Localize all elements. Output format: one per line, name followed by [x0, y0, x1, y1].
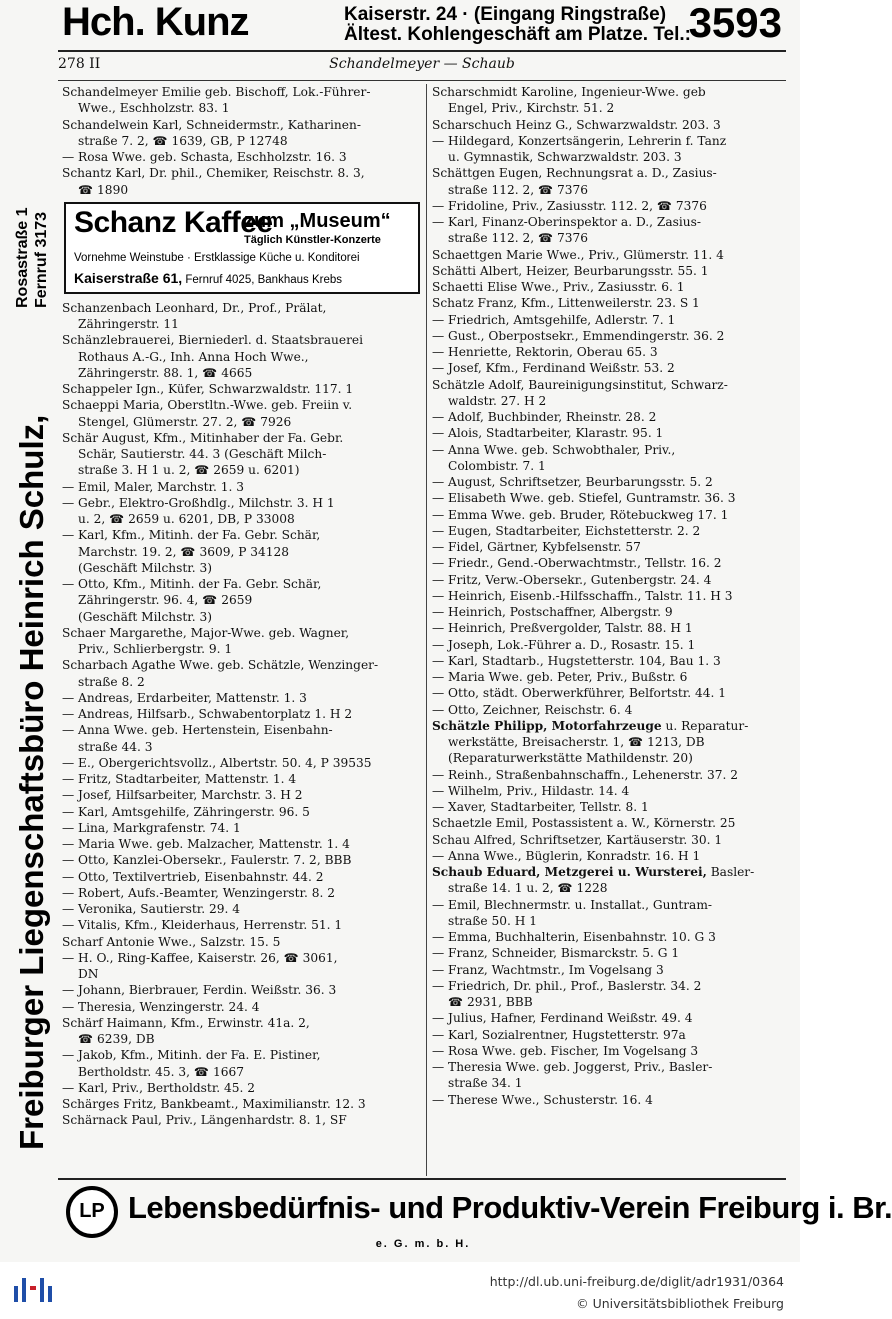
directory-entry: Schätzle Philipp, Motorfahrzeuge u. Reparatur- werkstätte, Breisacherstr. 1, ☎ 1213, DB (Reparaturwerkstätte Mathildenstr. 20)	[432, 718, 749, 766]
directory-entry: — Maria Wwe. geb. Peter, Priv., Bußstr. 6	[432, 670, 688, 684]
bottom-advertisement	[58, 1182, 892, 1264]
directory-entry: — Johann, Bierbrauer, Ferdin. Weißstr. 36. 3	[62, 983, 337, 998]
cooperative-logo-text: LP	[79, 1200, 105, 1222]
directory-entry: — Henriette, Rektorin, Oberau 65. 3	[432, 345, 658, 359]
directory-entry: — Gebr., Elektro-Großhdlg., Milchstr. 3. H 1 u. 2, ☎ 2659 u. 6201, DB, P 33008	[62, 495, 335, 526]
directory-entry: — Anna Wwe., Büglerin, Konradstr. 16. H 1	[432, 848, 701, 863]
directory-entry: Schär August, Kfm., Mitinhaber der Fa. Gebr. Schär, Sautierstr. 44. 3 (Geschäft Milch- straße 3. H 1 u. 2, ☎ 2659 u. 6201)	[62, 430, 344, 478]
directory-entry: — Gust., Oberpostsekr., Emmendingerstr. 36. 2	[432, 328, 725, 343]
cafe-ad-contact: Fernruf 4025, Bankhaus Krebs	[182, 273, 343, 286]
directory-entry: Schaub Eduard, Metzgerei u. Wursterei, Basler- straße 14. 1 u. 2, ☎ 1228	[432, 865, 755, 896]
directory-entry: — Fidel, Gärtner, Kybfelsenstr. 57	[432, 540, 641, 554]
directory-entry: — Emil, Blechnermstr. u. Installat., Guntram- straße 50. H 1	[432, 897, 712, 928]
right-entries	[432, 84, 782, 1108]
cafe-ad-description: Vornehme Weinstube · Erstklassige Küche u. Konditorei	[74, 251, 360, 264]
directory-entry: — Eugen, Stadtarbeiter, Eichstetterstr. 2. 2	[432, 523, 701, 538]
directory-entry: Schänzlebrauerei, Bierniederl. d. Staatsbrauerei Rothaus A.-G., Inh. Anna Hoch Wwe., Zähringerstr. 88. 1, ☎ 4665	[62, 333, 364, 380]
directory-entry: — Theresia, Wenzingerstr. 24. 4	[62, 999, 260, 1014]
directory-entry: — Karl, Amtsgehilfe, Zähringerstr. 96. 5	[62, 804, 310, 819]
source-url-link[interactable]: http://dl.ub.uni-freiburg.de/diglit/adr1931/0364	[489, 1274, 784, 1289]
directory-entry: Schärf Haimann, Kfm., Erwinstr. 41a. 2, ☎ 6239, DB	[62, 1015, 310, 1046]
cafe-ad-concerts: Täglich Künstler-Konzerte	[244, 233, 381, 246]
library-logo-icon	[12, 1272, 56, 1308]
directory-entry: — Josef, Hilfsarbeiter, Marchstr. 3. H 2	[62, 788, 303, 803]
directory-entry: Schärges Fritz, Bankbeamt., Maximilianstr. 12. 3	[62, 1097, 366, 1111]
directory-entry: Schärnack Paul, Priv., Längenhardstr. 8. 1, SF	[62, 1113, 347, 1128]
directory-entry: — Fritz, Verw.-Obersekr., Gutenbergstr. 24. 4	[432, 572, 712, 587]
cafe-ad-subtitle: zum „Museum“	[244, 209, 391, 232]
top-divider	[58, 50, 786, 52]
side-ad-address-wrap	[14, 88, 34, 308]
side-advertisement	[0, 80, 58, 1162]
directory-entry: Schappeler Ign., Küfer, Schwarzwaldstr. 117. 1	[62, 382, 354, 396]
directory-entry: — Julius, Hafner, Ferdinand Weißstr. 49. 4	[432, 1011, 693, 1026]
directory-entry: — Reinh., Straßenbahnschaffn., Lehenerstr. 37. 2	[432, 767, 738, 782]
directory-entry: — Otto, Zeichner, Reischstr. 6. 4	[432, 702, 633, 717]
directory-entry: — Veronika, Sautierstr. 29. 4	[62, 902, 240, 916]
directory-entry: — Robert, Aufs.-Beamter, Wenzingerstr. 8. 2	[62, 885, 336, 900]
directory-entry: Schaettgen Marie Wwe., Priv., Glümerstr. 11. 4	[432, 247, 724, 262]
directory-entry: — Friedr., Gend.-Oberwachtmstr., Tellstr. 16. 2	[432, 556, 722, 571]
directory-entry: — Heinrich, Preßvergolder, Talstr. 88. H 1	[432, 621, 693, 636]
header-divider	[58, 80, 786, 81]
directory-entry: — Anna Wwe. geb. Schwobthaler, Priv., Colombistr. 7. 1	[432, 442, 676, 473]
directory-entry: — August, Schriftsetzer, Beurbarungsstr. 5. 2	[432, 475, 713, 489]
left-column	[62, 84, 424, 1129]
directory-entry: Schantz Karl, Dr. phil., Chemiker, Reischstr. 8. 3, ☎ 1890	[62, 166, 365, 197]
directory-entry: Schätti Albert, Heizer, Beurbarungsstr. 55. 1	[432, 263, 709, 278]
cafe-ad-address	[74, 270, 342, 286]
directory-entry: — Friedrich, Amtsgehilfe, Adlerstr. 7. 1	[432, 312, 676, 327]
side-ad-phone: Fernruf 3173	[33, 211, 50, 308]
directory-entry: — Karl, Kfm., Mitinh. der Fa. Gebr. Schär, Marchstr. 19. 2, ☎ 3609, P 34128 (Geschäft Milchstr. 3)	[62, 528, 321, 575]
directory-entry: — Rosa Wwe. geb. Fischer, Im Vogelsang 3	[432, 1043, 699, 1058]
directory-entry: — Anna Wwe. geb. Hertenstein, Eisenbahn- straße 44. 3	[62, 723, 333, 754]
left-entries-top	[62, 84, 424, 198]
directory-entry: Schandelwein Karl, Schneidermstr., Katharinen- straße 7. 2, ☎ 1639, GB, P 12748	[62, 117, 361, 148]
left-entries-bottom	[62, 300, 424, 1129]
right-column	[432, 84, 782, 1108]
directory-entry: — Franz, Wachtmstr., Im Vogelsang 3	[432, 962, 664, 977]
directory-entry: — Joseph, Lok.-Führer a. D., Rosastr. 15. 1	[432, 637, 696, 652]
page-number: 278 II	[58, 56, 101, 72]
directory-entry: Scharf Antonie Wwe., Salzstr. 15. 5	[62, 934, 281, 949]
directory-entry: — Theresia Wwe. geb. Joggerst, Priv., Basler- straße 34. 1	[432, 1060, 713, 1091]
directory-entry: — Andreas, Hilfsarb., Schwabentorplatz 1. H 2	[62, 707, 353, 721]
directory-entry: — Jakob, Kfm., Mitinh. der Fa. E. Pistiner, Bertholdstr. 45. 3, ☎ 1667	[62, 1048, 321, 1079]
directory-entry: — Karl, Priv., Bertholdstr. 45. 2	[62, 1080, 256, 1095]
directory-entry: — Emma Wwe. geb. Bruder, Rötebuckweg 17. 1	[432, 507, 729, 522]
directory-entry: Schätzle Adolf, Baureinigungsinstitut, Schwarz- waldstr. 27. H 2	[432, 377, 728, 408]
top-ad-address: Kaiserstr. 24 · (Eingang Ringstraße)	[344, 4, 667, 25]
directory-entry: — Heinrich, Eisenb.-Hilfsschaffn., Talstr. 11. H 3	[432, 588, 733, 603]
directory-entry: Schatz Franz, Kfm., Littenweilerstr. 23. S 1	[432, 296, 700, 311]
directory-entry: — Fritz, Stadtarbeiter, Mattenstr. 1. 4	[62, 772, 297, 786]
directory-entry: Schaer Margarethe, Major-Wwe. geb. Wagner, Priv., Schlierbergstr. 9. 1	[62, 625, 350, 656]
cafe-ad-title: Schanz Kaffee	[74, 205, 273, 239]
directory-entry: Schaetti Elise Wwe., Priv., Zasiusstr. 6. 1	[432, 280, 685, 294]
directory-entry: — Franz, Schneider, Bismarckstr. 5. G 1	[432, 946, 680, 961]
directory-entry: — Otto, städt. Oberwerkführer, Belfortstr. 44. 1	[432, 686, 727, 701]
top-ad-phone: 3593	[688, 0, 782, 46]
directory-entry: — Friedrich, Dr. phil., Prof., Baslerstr. 34. 2 ☎ 2931, BBB	[432, 978, 702, 1009]
directory-entry: — Maria Wwe. geb. Malzacher, Mattenstr. 1. 4	[62, 837, 350, 851]
directory-entry: — Rosa Wwe. geb. Schasta, Eschholzstr. 16. 3	[62, 150, 347, 164]
directory-entry: — Fridoline, Priv., Zasiusstr. 112. 2, ☎ 7376	[432, 198, 707, 213]
directory-entry: Schandelmeyer Emilie geb. Bischoff, Lok.-Führer- Wwe., Eschholzstr. 83. 1	[62, 85, 371, 116]
page-header	[58, 56, 786, 80]
directory-entry: — Emil, Maler, Marchstr. 1. 3	[62, 479, 245, 494]
bottom-ad-title: Lebensbedürfnis- und Produktiv-Verein Freiburg i. Br.	[128, 1190, 892, 1225]
top-ad-name: Hch. Kunz	[62, 0, 249, 44]
directory-entry: — E., Obergerichtsvollz., Albertstr. 50. 4, P 39535	[62, 755, 372, 770]
directory-entry: — H. O., Ring-Kaffee, Kaiserstr. 26, ☎ 3061, DN	[62, 950, 338, 981]
side-ad-address: Rosastraße 1	[14, 207, 31, 308]
directory-entry: — Hildegard, Konzertsängerin, Lehrerin f. Tanz u. Gymnastik, Schwarzwaldstr. 203. 3	[432, 133, 727, 164]
top-advertisement	[58, 2, 788, 46]
directory-entry: — Adolf, Buchbinder, Rheinstr. 28. 2	[432, 410, 657, 424]
directory-entry: — Otto, Kanzlei-Obersekr., Faulerstr. 7. 2, BBB	[62, 853, 352, 868]
side-ad-phone-wrap	[33, 88, 53, 308]
top-ad-slogan: Ältest. Kohlengeschäft am Platze. Tel.:	[344, 24, 692, 45]
directory-entry: — Emma, Buchhalterin, Eisenbahnstr. 10. G 3	[432, 930, 716, 944]
directory-entry: — Andreas, Erdarbeiter, Mattenstr. 1. 3	[62, 690, 307, 705]
directory-entry: — Karl, Stadtarb., Hugstetterstr. 104, Bau 1. 3	[432, 653, 721, 668]
side-ad-main-text: Freiburger Liegenschaftsbüro Heinrich Schulz,	[13, 414, 50, 1150]
directory-entry: Schaeppi Maria, Oberstltn.-Wwe. geb. Freiin v. Stengel, Glümerstr. 27. 2, ☎ 7926	[62, 398, 353, 429]
bottom-divider	[58, 1178, 786, 1180]
page-title: Schandelmeyer — Schaub	[329, 56, 515, 72]
directory-entry: Schanzenbach Leonhard, Dr., Prof., Prälat, Zähringerstr. 11	[62, 300, 327, 331]
directory-entry: — Alois, Stadtarbeiter, Klarastr. 95. 1	[432, 426, 664, 441]
directory-entry: — Karl, Finanz-Oberinspektor a. D., Zasius- straße 112. 2, ☎ 7376	[432, 215, 702, 246]
cafe-ad-street: Kaiserstraße 61,	[74, 269, 183, 286]
directory-entry: Schaetzle Emil, Postassistent a. W., Körnerstr. 25	[432, 816, 736, 831]
column-divider	[426, 84, 427, 1176]
directory-entry: — Lina, Markgrafenstr. 74. 1	[62, 820, 241, 835]
directory-entry: — Otto, Textilvertrieb, Eisenbahnstr. 44. 2	[62, 869, 324, 884]
library-footer	[0, 1262, 800, 1319]
directory-entry: Scharschuch Heinz G., Schwarzwaldstr. 203. 3	[432, 117, 721, 132]
directory-entry: Scharbach Agathe Wwe. geb. Schätzle, Wenzinger- straße 8. 2	[62, 658, 379, 689]
directory-entry: — Heinrich, Postschaffner, Albergstr. 9	[432, 605, 673, 619]
directory-entry: — Wilhelm, Priv., Hildastr. 14. 4	[432, 783, 630, 798]
copyright-notice: © Universitätsbibliothek Freiburg	[576, 1296, 784, 1311]
directory-entry: — Therese Wwe., Schusterstr. 16. 4	[432, 1092, 653, 1107]
directory-entry: Scharschmidt Karoline, Ingenieur-Wwe. geb Engel, Priv., Kirchstr. 51. 2	[432, 85, 706, 116]
directory-entry: — Vitalis, Kfm., Kleiderhaus, Herrenstr. 51. 1	[62, 918, 343, 933]
directory-entry: — Josef, Kfm., Ferdinand Weißstr. 53. 2	[432, 361, 675, 376]
directory-entry: Schättgen Eugen, Rechnungsrat a. D., Zasius- straße 112. 2, ☎ 7376	[432, 166, 717, 197]
cooperative-logo	[66, 1186, 118, 1238]
directory-entry: — Karl, Sozialrentner, Hugstetterstr. 97a	[432, 1027, 686, 1042]
directory-entry: Schau Alfred, Schriftsetzer, Kartäuserstr. 30. 1	[432, 832, 723, 847]
directory-entry: — Elisabeth Wwe. geb. Stiefel, Guntramstr. 36. 3	[432, 491, 736, 506]
directory-entry: — Otto, Kfm., Mitinh. der Fa. Gebr. Schär, Zähringerstr. 96. 4, ☎ 2659 (Geschäft Milchstr. 3)	[62, 577, 322, 624]
cafe-advertisement	[64, 202, 420, 294]
directory-entry: — Xaver, Stadtarbeiter, Tellstr. 8. 1	[432, 800, 649, 814]
bottom-ad-subtitle: e. G. m. b. H.	[375, 1238, 471, 1250]
